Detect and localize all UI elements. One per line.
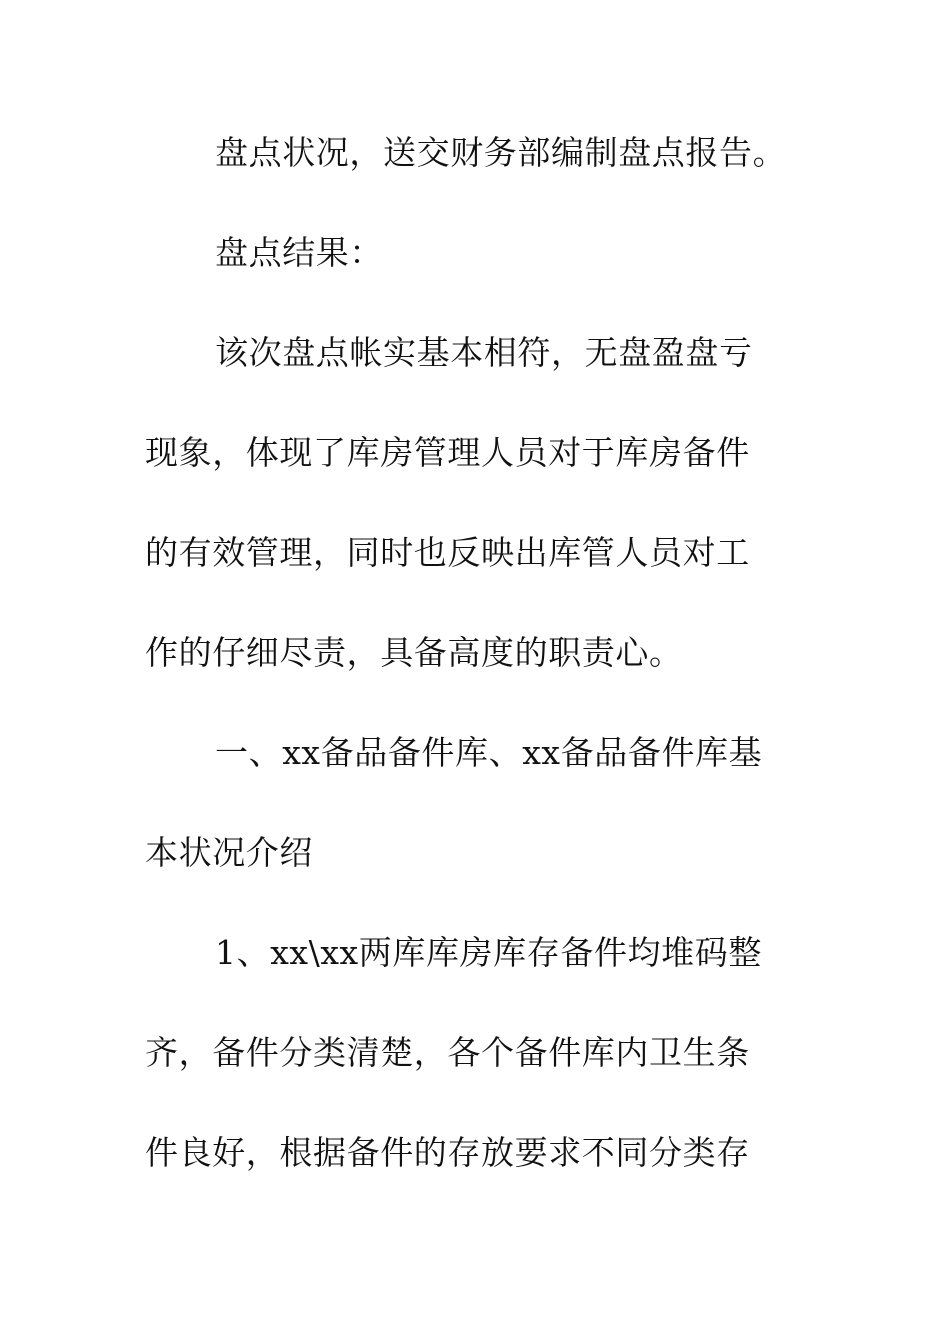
section-label-inventory-result: 盘点结果： (215, 233, 383, 272)
paragraph-line: 作的仔细尽责，具备高度的职责心。 (145, 633, 683, 672)
paragraph-line: 1、xx\xx两库库房库存备件均堆码整 (215, 933, 762, 972)
paragraph-line: 该次盘点帐实基本相符，无盘盈盘亏 (215, 333, 753, 372)
paragraph-line: 盘点状况，送交财务部编制盘点报告。 (215, 133, 787, 172)
paragraph-line: 的有效管理，同时也反映出库管人员对工 (145, 533, 750, 572)
section-heading: 一、xx备品备件库、xx备品备件库基 (215, 733, 763, 772)
paragraph-line: 现象，体现了库房管理人员对于库房备件 (145, 433, 750, 472)
paragraph-line: 件良好，根据备件的存放要求不同分类存 (145, 1133, 750, 1172)
section-heading-continued: 本状况介绍 (145, 833, 313, 872)
paragraph-line: 齐，备件分类清楚，各个备件库内卫生条 (145, 1033, 750, 1072)
